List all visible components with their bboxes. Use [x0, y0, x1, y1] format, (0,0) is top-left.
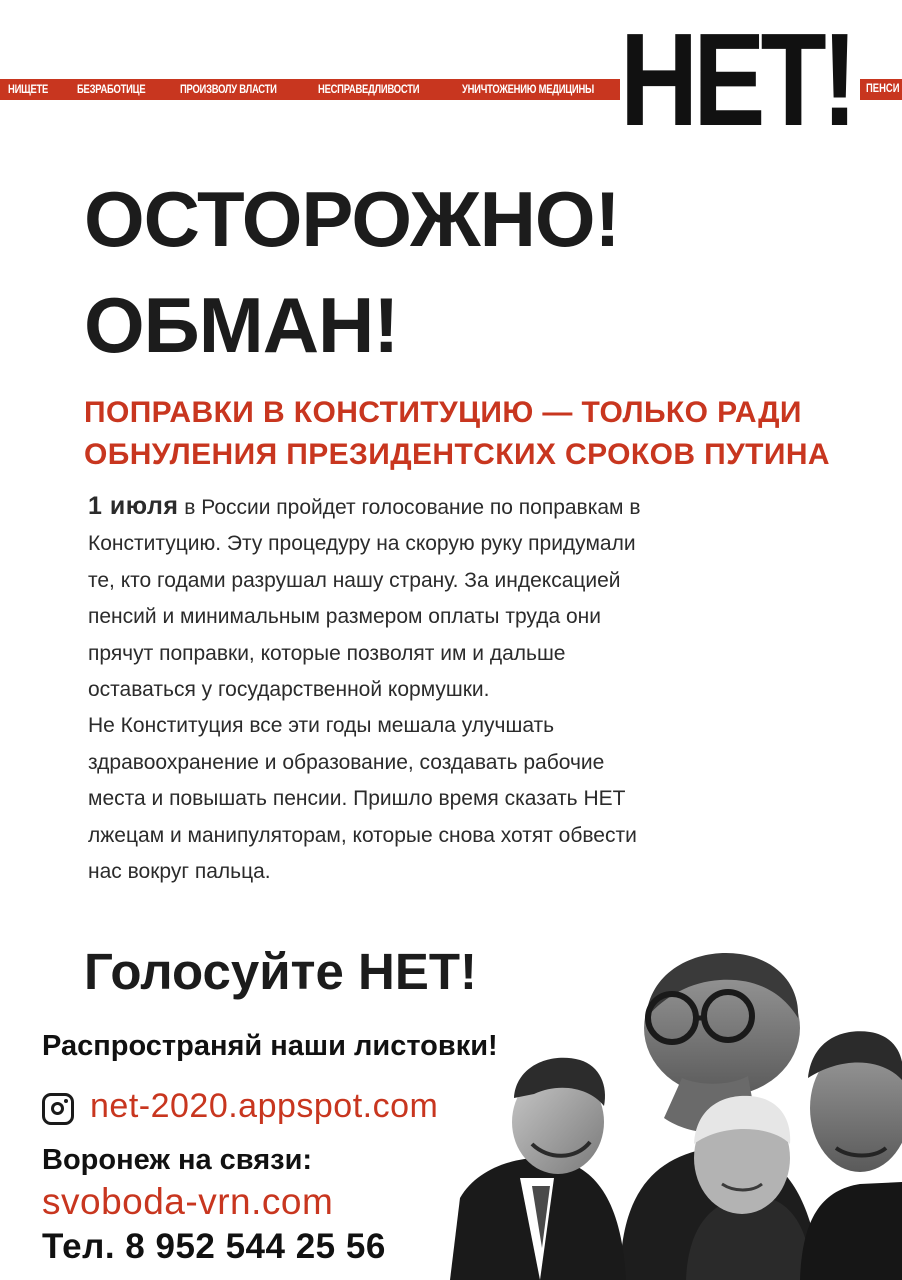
photo-collage — [450, 948, 902, 1280]
person-photo — [800, 1031, 902, 1280]
city-site-link[interactable]: svoboda-vrn.com — [42, 1181, 334, 1222]
body-paragraph-1 — [88, 488, 658, 708]
date-lead: 1 июля — [88, 492, 179, 520]
banner-item: НЕСПРАВЕДЛИВОСТИ — [318, 83, 420, 96]
body-text — [88, 488, 658, 890]
banner-item: БЕЗРАБОТИЦЕ — [76, 83, 146, 96]
banner-tail: ПЕНСИ — [866, 83, 900, 95]
net-logo-box — [620, 6, 860, 153]
phone-number: Тел. 8 952 544 25 56 — [42, 1227, 386, 1266]
banner-item: НИЩЕТЕ — [8, 83, 49, 96]
headline-line-1: ОСТОРОЖНО! — [84, 175, 620, 263]
headline-line-2: ОБМАН! — [84, 281, 399, 369]
person-photo — [450, 1058, 626, 1280]
call-to-action: Голосуйте НЕТ! — [84, 943, 478, 1000]
spread-leaflets-text: Распространяй наши листовки! — [42, 1030, 498, 1062]
banner-item: УНИЧТОЖЕНИЮ МЕДИЦИНЫ — [461, 83, 594, 96]
instagram-icon — [42, 1093, 74, 1125]
body-paragraph-2: Не Конституция все эти годы мешала улучшать здравоохранение и образование, создавать рабочие места и повышать пенсии. Пришло время сказать НЕТ лжецам и манипуляторам, которые снова хотят обвести нас вокруг пальца. — [88, 714, 637, 884]
site-row — [42, 1084, 438, 1128]
banner-item: ПРОИЗВОЛУ ВЛАСТИ — [180, 83, 277, 96]
net-logo: НЕТ! — [620, 6, 853, 153]
site-link[interactable]: net-2020.appspot.com — [90, 1087, 439, 1125]
body-paragraph-1-text: в России пройдет голосование по поправкам в Конституцию. Эту процедуру на скорую руку придумали те, кто годами разрушал нашу страну. За индексацией пенсий и минимальным размером оплаты труда они прячут поправки, которые позволят им и дальше оставаться у государственной кормушки. — [88, 496, 641, 702]
headline — [84, 166, 620, 378]
banner-items — [0, 79, 620, 100]
subheadline-line-2: ОБНУЛЕНИЯ ПРЕЗИДЕНТСКИХ СРОКОВ ПУТИНА — [84, 438, 830, 471]
subheadline — [84, 392, 896, 476]
city-contact-label: Воронеж на связи: — [42, 1144, 313, 1176]
subheadline-line-1: ПОПРАВКИ В КОНСТИТУЦИЮ — ТОЛЬКО РАДИ — [84, 396, 802, 429]
